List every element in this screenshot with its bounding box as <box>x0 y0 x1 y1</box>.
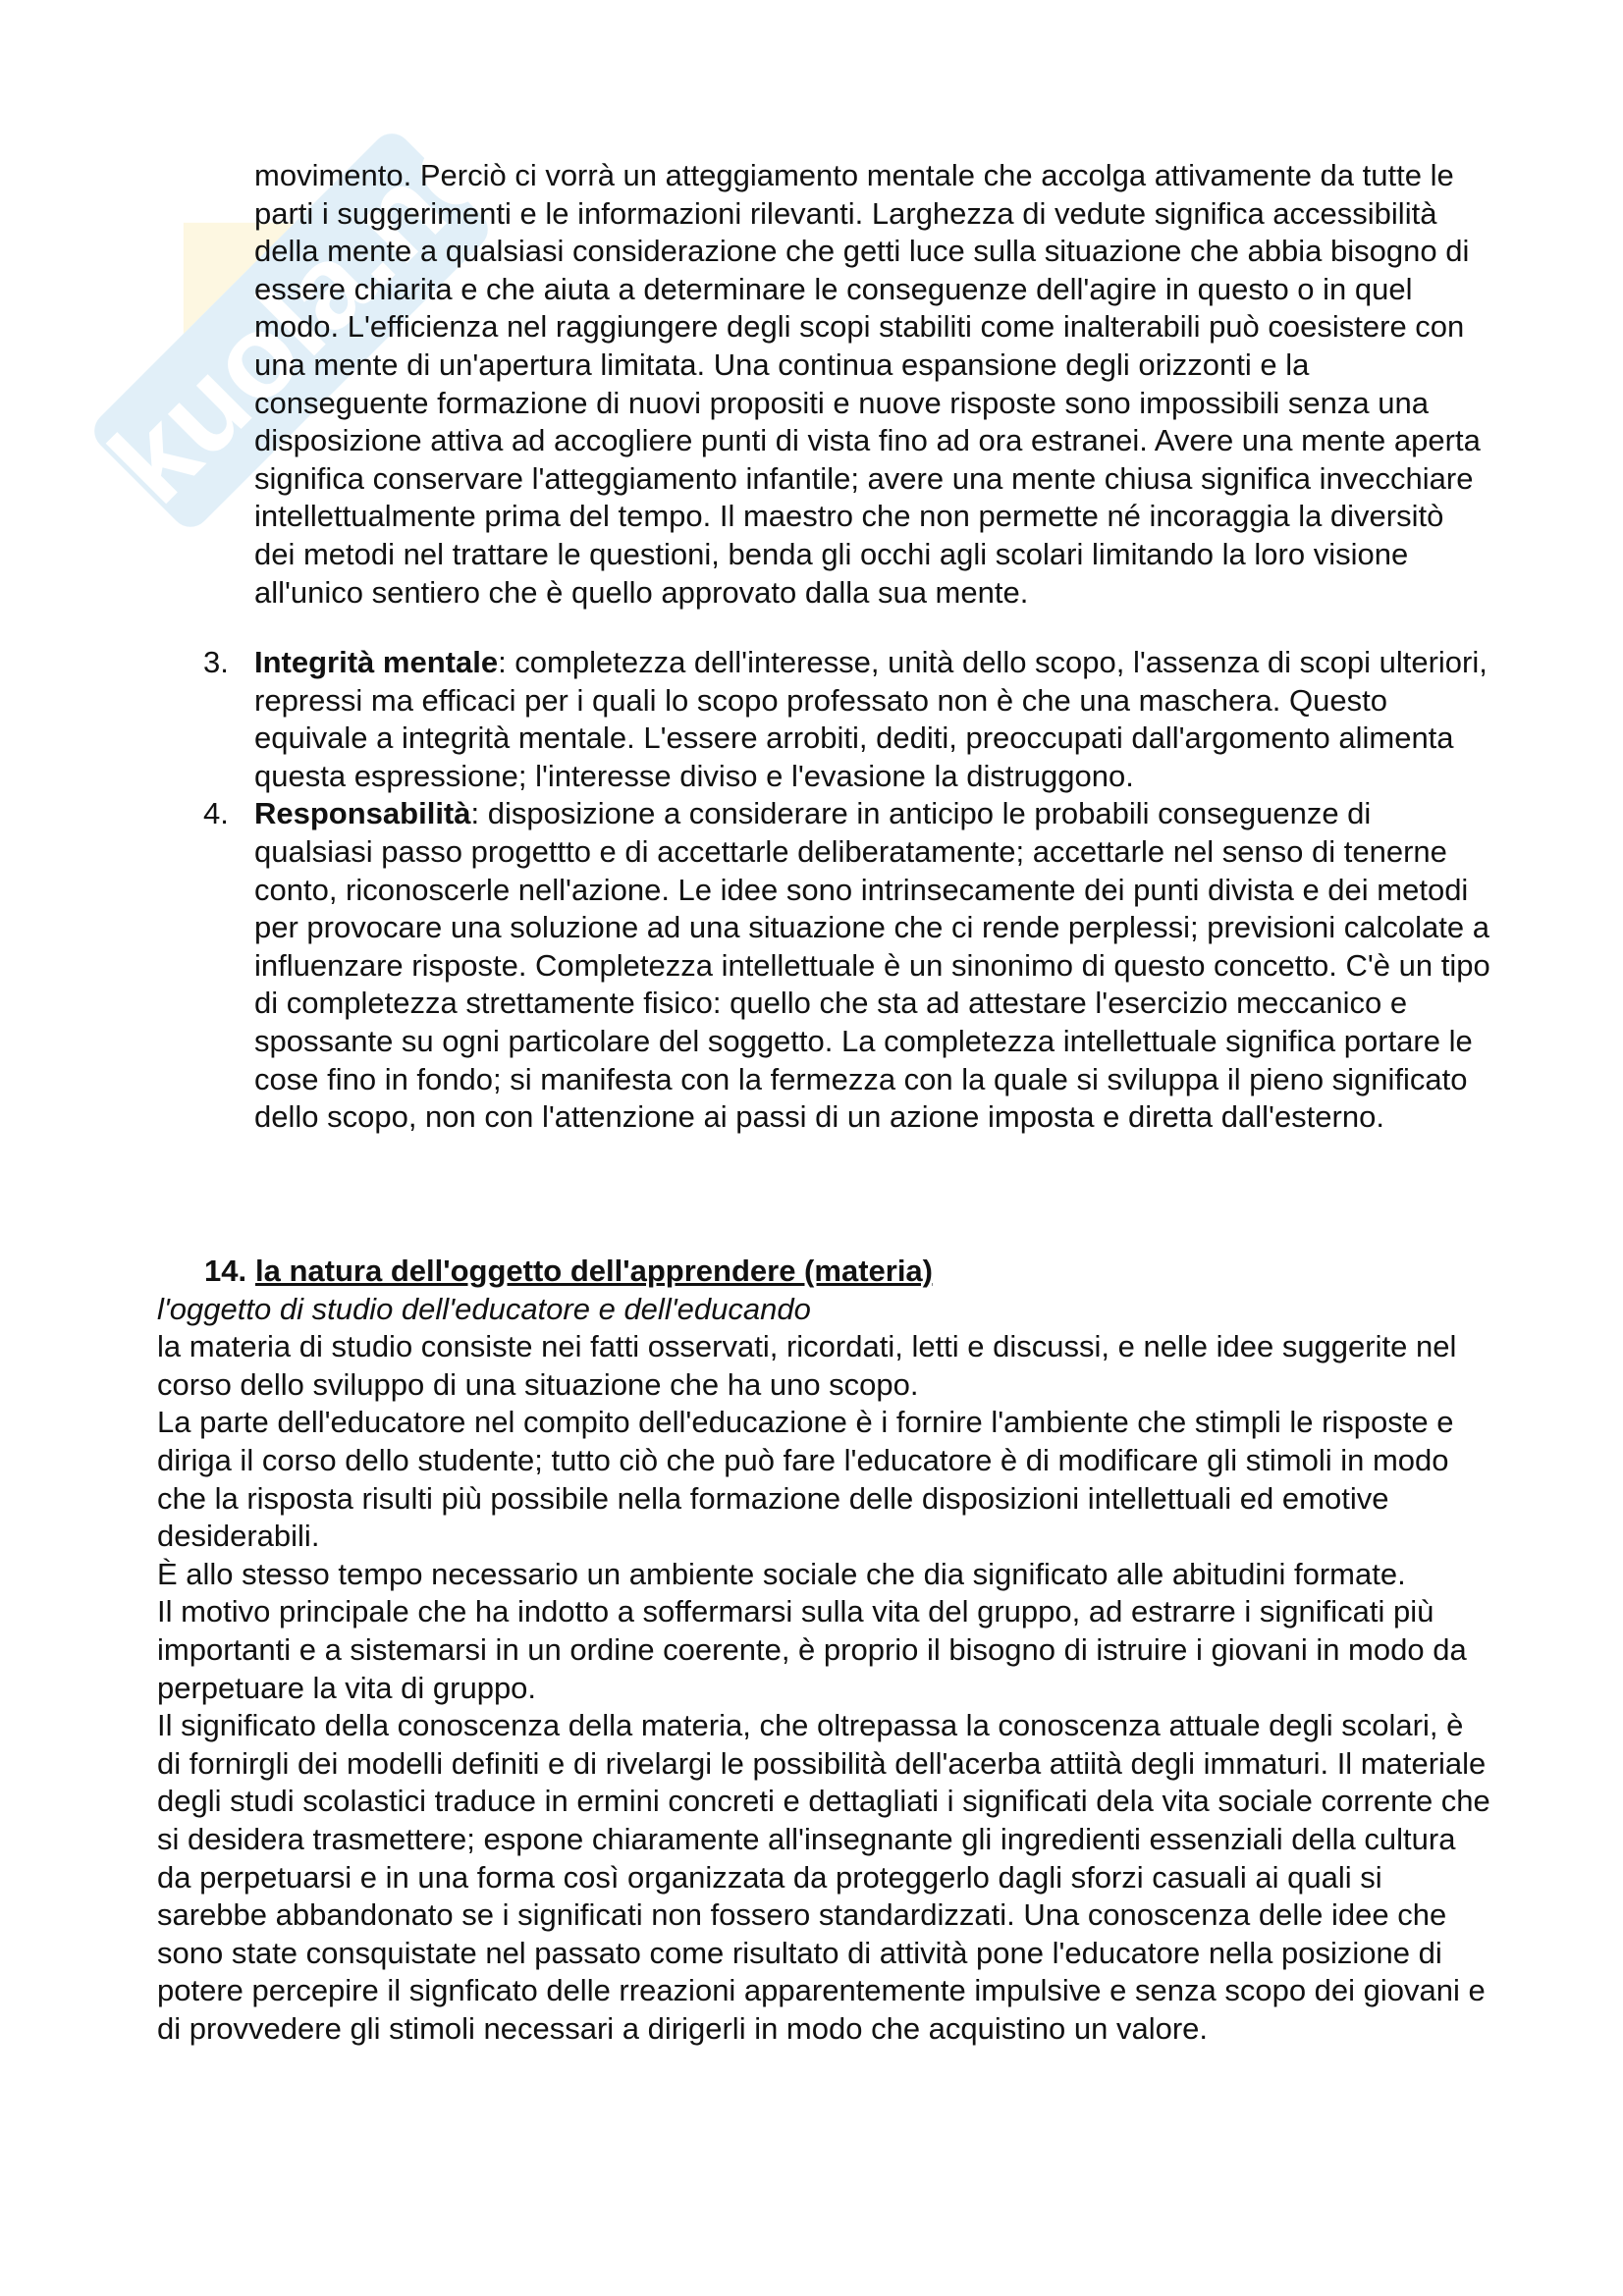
section-14 <box>157 1253 1492 2048</box>
watermark-text: Skuola.net <box>29 69 545 584</box>
list-item-text: : disposizione a considerare in anticipo le probabili conseguenze di qualsiasi passo progettto e di accettarle deliberatamente; accettarle nel senso di tenerne conto, riconoscerle nell'azione. Le idee sono intrinsecamente dei punti divista e dei metodi per provocare una soluzione ad una situazione che ci rende perplessi; previsioni calcolate a influenzare risposte. Completezza intellettuale è un sinonimo di questo concetto. C'è un tipo di completezza strettamente fisico: quello che sta ad attestare l'esercizio meccanico e spossante su ogni particolare del soggetto. La completezza intellettuale significa portare le cose fino in fondo; si manifesta con la fermezza con la quale si sviluppa il pieno significato dello scopo, non con l'attenzione ai passi di un azione imposta e diretta dall'esterno. <box>254 796 1490 1135</box>
list-item-text: : completezza dell'interesse, unità dello scopo, l'assenza di scopi ulteriori, repressi ma efficaci per i quali lo scopo professato non è che una maschera. Questo equivale a integrità mentale. L'essere arrobiti, dediti, preoccupati dall'argomento alimenta questa espressione; l'interesse diviso e l'evasione la distruggono. <box>254 645 1488 793</box>
section-paragraph: La parte dell'educatore nel compito dell'educazione è i fornire l'ambiente che stimpli le risposte e diriga il corso dello studente; tutto ciò che può fare l'educatore è di modificare gli stimoli in modo che la risposta risulti più possibile nella formazione delle disposizioni intellettuali ed emotive desiderabili. <box>157 1405 1454 1554</box>
section-paragraph: Il motivo principale che ha indotto a soffermarsi sulla vita del gruppo, ad estrarre i significati più importanti e a sistemarsi in un ordine coerente, è proprio il bisogno di istruire i giovani in modo da perpetuare la vita di gruppo. <box>157 1594 1467 1705</box>
section-paragraph: È allo stesso tempo necessario un ambiente sociale che dia significato alle abitudini formate. <box>157 1556 1406 1591</box>
continuation-paragraph: movimento. Perciò ci vorrà un atteggiamento mentale che accolga attivamente da tutte le parti i suggerimenti e le informazioni rilevanti. Larghezza di vedute significa accessibilità della mente a qualsiasi considerazione che getti luce sulla situazione che abbia bisogno di essere chiarita e che aiuta a determinare le conseguenze dell'agire in questo o in quel modo. L'efficienza nel raggiungere degli scopi stabiliti come inalterabili può coesistere con una mente di un'apertura limitata. Una continua espansione degli orizzonti e la conseguente formazione di nuovi propositi e nuove risposte sono impossibili senza una disposizione attiva ad accogliere punti di vista fino ad ora estranei. Avere una mente aperta significa conservare l'atteggiamento infantile; avere una mente chiusa significa invecchiare intellettualmente prima del tempo. Il maestro che non permette né incoraggia la diversitò dei metodi nel trattare le questioni, benda gli occhi agli scolari limitando la loro visione all'unico sentiero che è quello approvato dalla sua mente. <box>254 158 1481 610</box>
list-item-term: Responsabilità <box>254 796 471 831</box>
list-item <box>203 644 1491 795</box>
section-subtitle: l'oggetto di studio dell'educatore e dell'educando <box>157 1291 811 1326</box>
list-item-term: Integrità mentale <box>254 645 499 679</box>
section-heading <box>157 1253 1492 1291</box>
section-paragraph: Il significato della conoscenza della materia, che oltrepassa la conoscenza attuale degli scolari, è di fornirgli dei modelli definiti e di rivelargi le possibilità dell'acerba attiità degli immaturi. Il materiale degli studi scolastici traduce in ermini concreti e dettagliati i significati dela vita sociale corrente che si desidera trasmettere; espone chiaramente all'insegnante gli ingredienti essenziali della cultura da perpetuarsi e in una forma così organizzata da proteggerlo dagli sforzi casuali ai quali si sarebbe abbandonato se i significati non fossero standardizzati. Una conoscenza delle idee che sono state consquistate nel passato come risultato di attività pone l'educatore nella posizione di potere percepire il signficato delle rreazioni apparentemente impulsive e senza scopo dei giovani e di provvedere gli stimoli necessari a dirigerli in modo che acquistino un valore. <box>157 1708 1490 2046</box>
section-paragraph: la materia di studio consiste nei fatti osservati, ricordati, letti e discussi, e nelle idee suggerite nel corso dello sviluppo di una situazione che ha uno scopo. <box>157 1329 1457 1402</box>
list-item-number: 4. <box>203 796 229 831</box>
section-number: 14. <box>204 1254 247 1288</box>
list-item-number: 3. <box>203 645 229 679</box>
numbered-list <box>0 644 1491 1137</box>
section-title: la natura dell'oggetto dell'apprendere (materia) <box>255 1254 933 1288</box>
list-item <box>203 795 1491 1136</box>
